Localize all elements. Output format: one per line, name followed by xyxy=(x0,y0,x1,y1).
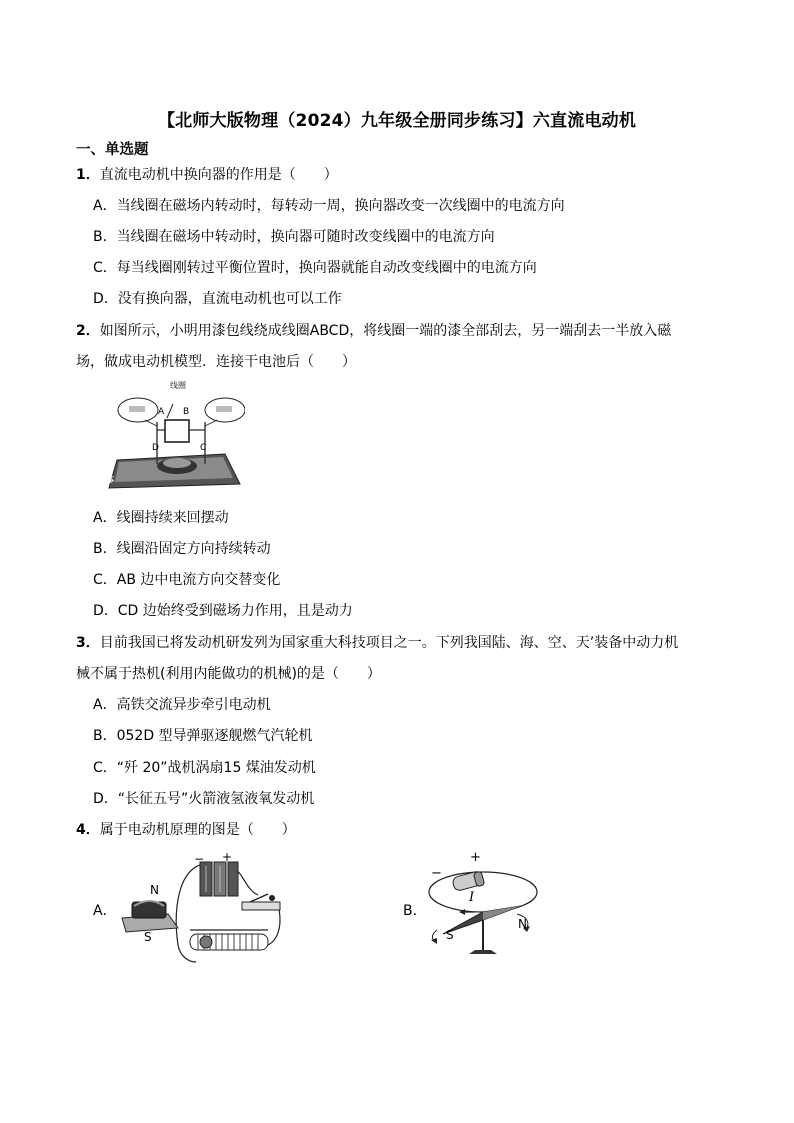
figure-a-plus-label: + xyxy=(222,850,233,864)
figure-a-south-label: S xyxy=(144,930,152,944)
question-2-stem xyxy=(76,321,716,341)
question-2-option-a[interactable]: A．线圈持续来回摆动 xyxy=(93,510,229,526)
figure-b-south-label: S xyxy=(446,928,454,942)
figure-a-label[interactable]: A． xyxy=(93,903,117,919)
figure-b-current-label: I xyxy=(469,890,475,905)
question-3-option-c[interactable]: C．“歼 20”战机涡扇15 煤油发动机 xyxy=(93,760,316,776)
question-3-option-d[interactable]: D．“长征五号”火箭液氢液氧发动机 xyxy=(93,791,315,807)
figure-b-label[interactable]: B． xyxy=(403,903,427,919)
section-heading: 一、单选题 xyxy=(76,142,149,158)
point-c-label: C xyxy=(200,443,207,453)
question-2-stem-line2: 场，做成电动机模型．连接干电池后（ ） xyxy=(76,354,356,370)
point-b-label: B xyxy=(183,407,190,417)
question-3-option-b[interactable]: B．052D 型导弹驱逐舰燃气汽轮机 xyxy=(93,728,313,744)
figure-b-compass-wire xyxy=(425,850,555,962)
question-text: 属于电动机原理的图是（ ） xyxy=(99,822,296,838)
question-text-line1: 如图所示，小明用漆包线绕成线圈ABCD，将线圈一端的漆全部刮去，另一端刮去一半放入磁 xyxy=(99,323,672,339)
figure-b-plus-label: + xyxy=(470,850,481,865)
question-number: 3． xyxy=(76,635,100,651)
question-1-option-b[interactable]: B．当线圈在磁场中转动时，换向器可随时改变线圈中的电流方向 xyxy=(93,229,495,245)
figure-a-electromagnet-circuit xyxy=(118,850,288,968)
question-text-line1: 目前我国已将发动机研发列为国家重大科技项目之一。下列我国陆、海、空、天’装备中动力机 xyxy=(99,635,679,651)
figure-a-north-label: N xyxy=(150,883,159,897)
question-4-stem xyxy=(76,820,716,840)
question-text: 直流电动机中换向器的作用是（ ） xyxy=(99,167,338,183)
question-1-option-c[interactable]: C．每当线圈刚转过平衡位置时，换向器就能自动改变线圈中的电流方向 xyxy=(93,260,537,276)
coil-label: 线圈 xyxy=(170,381,186,390)
question-1-option-d[interactable]: D．没有换向器，直流电动机也可以工作 xyxy=(93,291,342,307)
question-number: 1． xyxy=(76,167,100,183)
question-number: 2． xyxy=(76,323,100,339)
figure-a-minus-label: − xyxy=(194,852,205,866)
point-a-label: A xyxy=(158,407,165,417)
question-3-stem xyxy=(76,633,716,653)
question-2-option-c[interactable]: C．AB 边中电流方向交替变化 xyxy=(93,572,281,588)
question-3-option-a[interactable]: A．高铁交流异步牵引电动机 xyxy=(93,697,271,713)
point-d-label: D xyxy=(152,443,159,453)
question-1-option-a[interactable]: A．当线圈在磁场内转动时，每转动一周，换向器改变一次线圈中的电流方向 xyxy=(93,198,565,214)
question-3-stem-line2: 械不属于热机(利用内能做功的机械)的是（ ） xyxy=(76,666,381,682)
question-number: 4． xyxy=(76,822,100,838)
question-2-option-d[interactable]: D．CD 边始终受到磁场力作用，且是动力 xyxy=(93,603,353,619)
page-title: 【北师大版物理（2024）九年级全册同步练习】六直流电动机 xyxy=(157,111,637,131)
question-1-stem xyxy=(76,165,716,185)
figure-b-minus-label: − xyxy=(431,866,442,881)
coil-motor-figure xyxy=(105,382,245,492)
magnet-label: 磁体 xyxy=(98,475,114,484)
figure-b-north-label: N xyxy=(518,917,527,931)
question-2-option-b[interactable]: B．线圈沿固定方向持续转动 xyxy=(93,541,271,557)
